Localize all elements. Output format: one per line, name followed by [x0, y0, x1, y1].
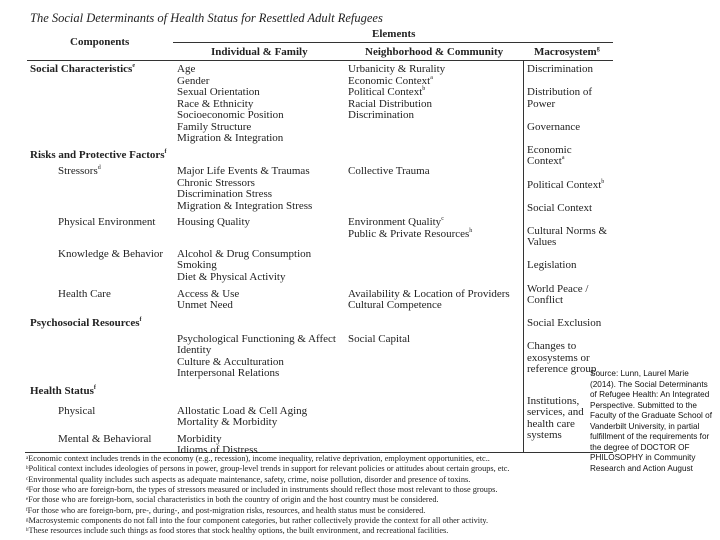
macrosystem-item-text: Social Context — [527, 202, 593, 214]
subcomponent-label — [58, 288, 111, 300]
individual-family-item — [177, 367, 279, 379]
individual-family-item — [177, 271, 285, 283]
footnote-marker: e — [132, 63, 136, 69]
macrosystem-item-text: Cultural Norms & — [527, 225, 608, 237]
component-label-text: Risks and Protective Factors — [30, 149, 165, 161]
subcomponent-label-text: Physical Environment — [58, 216, 156, 228]
elements-rule — [173, 42, 613, 43]
macrosystem-item-text: Social Exclusion — [527, 317, 602, 329]
individual-family-item-text: Diet & Physical Activity — [177, 271, 286, 283]
individual-family-item-text: Socioeconomic Position — [177, 109, 284, 121]
macrosystem-item — [527, 340, 576, 352]
footnote — [26, 506, 425, 516]
macrosystem-item-text: Discrimination — [527, 63, 593, 75]
header-neighborhood-community: Neighborhood & Community — [365, 46, 504, 58]
individual-family-item — [177, 299, 233, 311]
macrosystem-item-text: services, and — [527, 406, 584, 418]
individual-family-item-text: Sexual Orientation — [177, 86, 260, 98]
footnote-marker: f — [139, 317, 142, 323]
macrosystem-item — [527, 363, 596, 375]
footnote-marker: a — [561, 155, 565, 161]
macrosystem-item — [527, 86, 592, 98]
neighborhood-community-item-text: Discrimination — [348, 109, 414, 121]
macrosystem-item-text: Governance — [527, 121, 581, 133]
subcomponent-label-text: Knowledge & Behavior — [58, 248, 164, 260]
individual-family-item-text: Family Structure — [177, 121, 252, 133]
subcomponent-label — [58, 165, 101, 177]
footnote-marker: a — [26, 456, 29, 461]
bottom-rule — [25, 452, 613, 453]
neighborhood-community-item-text: Collective Trauma — [348, 165, 430, 177]
individual-family-item — [177, 132, 283, 144]
footnote-marker: b — [601, 179, 605, 185]
individual-family-item-text: Gender — [177, 75, 210, 87]
footnote-marker: e — [26, 497, 29, 503]
header-components: Components — [70, 36, 130, 48]
footnote — [26, 454, 490, 464]
macrosystem-item-text: systems — [527, 429, 562, 441]
header-elements: Elements — [372, 28, 416, 40]
component-label — [30, 149, 167, 161]
macrosystem-item-text: exosystems or — [527, 352, 590, 364]
individual-family-item — [177, 86, 260, 98]
header-rule — [27, 60, 613, 61]
macrosystem-item — [527, 155, 565, 167]
footnote-text: These resources include such things as food stores that stock healthy options, the built environment, and recreational facilities. — [28, 526, 449, 536]
footnote-marker: b — [422, 86, 426, 92]
individual-family-item — [177, 63, 195, 75]
individual-family-item — [177, 416, 277, 428]
table-title: The Social Determinants of Health Status for Resettled Adult Refugees — [30, 11, 383, 25]
component-label — [30, 63, 135, 75]
individual-family-item-text: Race & Ethnicity — [177, 98, 254, 110]
subcomponent-label-text: Mental & Behavioral — [58, 433, 152, 445]
subcomponent-label-text: Physical — [58, 405, 96, 417]
individual-family-item-text: Smoking — [177, 259, 217, 271]
individual-family-item-text: Alcohol & Drug Consumption — [177, 248, 312, 260]
individual-family-item-text: Housing Quality — [177, 216, 251, 228]
macrosystem-item — [527, 429, 562, 441]
individual-family-item — [177, 259, 217, 271]
neighborhood-community-item — [348, 333, 410, 345]
footnote-marker: c — [26, 476, 29, 482]
footnote — [26, 485, 497, 495]
neighborhood-community-item-text: Political Context — [348, 86, 423, 98]
macrosystem-item — [527, 236, 556, 248]
individual-family-item-text: Idioms of Distress — [177, 444, 258, 456]
footnote-text: For those who are foreign-born, social characteristics in both the country of origin and the host country must be considered. — [28, 495, 439, 505]
individual-family-item-text: Access & Use — [177, 288, 240, 300]
macrosystem-item-text: Distribution of — [527, 86, 593, 98]
neighborhood-community-item — [348, 228, 472, 240]
individual-family-item — [177, 200, 312, 212]
footnote — [26, 464, 510, 474]
individual-family-item — [177, 188, 272, 200]
neighborhood-community-item-text: Environment Quality — [348, 216, 442, 228]
individual-family-item-text: Discrimination Stress — [177, 188, 273, 200]
individual-family-item-text: Mortality & Morbidity — [177, 416, 278, 428]
footnote-marker: d — [97, 165, 101, 171]
footnote-marker: h — [469, 228, 473, 234]
individual-family-item — [177, 165, 310, 177]
individual-family-item — [177, 109, 284, 121]
individual-family-item — [177, 216, 250, 228]
macrosystem-item — [527, 121, 580, 133]
component-label-text: Psychosocial Resources — [30, 317, 140, 329]
macrosystem-item — [527, 259, 577, 271]
individual-family-item-text: Migration & Integration — [177, 132, 284, 144]
footnote-marker: b — [26, 466, 29, 472]
subcomponent-label-text: Stressors — [58, 165, 98, 177]
macrosystem-item-text: Conflict — [527, 294, 564, 306]
footnote-marker: f — [164, 149, 167, 155]
neighborhood-community-item — [348, 86, 425, 98]
individual-family-item-text: Culture & Acculturation — [177, 356, 284, 368]
footnote-text: Macrosystemic components do not fall into the four component categories, but rather collectively provide the context for all other activity. — [28, 515, 489, 525]
footnote-text: Environmental quality includes such aspects as adequate maintenance, safety, crime, noise pollution, disorder and presence of toxins. — [28, 474, 471, 484]
individual-family-item-text: Major Life Events & Traumas — [177, 165, 310, 177]
macrosystem-item-text: Legislation — [527, 259, 577, 271]
footnote-marker: h — [26, 528, 29, 534]
macrosystem-item-text: Economic — [527, 144, 572, 156]
footnote-text: For those who are foreign-born, the types of stressors measured or included in instruments should reflect those most relevant to those groups. — [28, 484, 498, 494]
macrosystem-item-text: Political Context — [527, 179, 602, 191]
subcomponent-label-text: Health Care — [58, 288, 111, 300]
footnote — [26, 516, 488, 526]
neighborhood-community-item-text: Availability & Location of Providers — [348, 288, 510, 300]
footnote — [26, 475, 470, 485]
subcomponent-label — [58, 433, 151, 445]
neighborhood-community-item-text: Public & Private Resources — [348, 228, 470, 240]
macrosystem-item-text: Context — [527, 155, 562, 167]
macrosystem-item-text: reference group — [527, 363, 597, 375]
neighborhood-community-item-text: Social Capital — [348, 333, 411, 345]
macrosystem-item-text: health care — [527, 418, 575, 430]
footnote-marker: f — [93, 385, 96, 391]
footnote-marker: d — [26, 486, 29, 492]
neighborhood-community-item-text: Economic Context — [348, 75, 431, 87]
individual-family-item — [177, 344, 211, 356]
macrosystem-item-text: Power — [527, 98, 556, 110]
macrosystem-item — [527, 406, 584, 418]
neighborhood-community-item — [348, 216, 444, 228]
footnote-marker: c — [441, 216, 444, 222]
component-label — [30, 385, 96, 397]
macrosystem-item — [527, 202, 592, 214]
macrosystem-item — [527, 98, 555, 110]
subcomponent-label — [58, 248, 163, 260]
footnote-text: Political context includes ideologies of persons in power, group-level trends in support for relevant policies or attitudes about certain groups, etc. — [28, 464, 510, 474]
subcomponent-label — [58, 216, 155, 228]
component-label-text: Health Status — [30, 385, 94, 397]
footnote — [26, 495, 439, 505]
header-macrosystem — [534, 46, 600, 58]
footnote-text: Economic context includes trends in the economy (e.g., recession), income inequality, relative deprivation, employment opportunities, etc.. — [28, 454, 490, 463]
individual-family-item-text: Migration & Integration Stress — [177, 200, 313, 212]
macrosystem-item — [527, 294, 563, 306]
individual-family-item-text: Chronic Stressors — [177, 177, 255, 189]
footnote-marker: f — [26, 507, 28, 513]
neighborhood-community-item-text: Racial Distribution — [348, 98, 433, 110]
macrosystem-item-text: Values — [527, 236, 557, 248]
individual-family-item-text: Morbidity — [177, 433, 222, 445]
individual-family-item-text: Identity — [177, 344, 212, 356]
subcomponent-label — [58, 405, 95, 417]
individual-family-item-text: Allostatic Load & Cell Aging — [177, 405, 308, 417]
footnote-marker: g — [596, 46, 600, 52]
neighborhood-community-item — [348, 63, 445, 75]
neighborhood-community-item-text: Urbanicity & Rurality — [348, 63, 446, 75]
source-citation: Source: Lunn, Laurel Marie (2014). The Social Determinants of Refugee Health: An Integrated Perspective. Submitted to the Faculty of the Graduate School of Vanderbilt University, in partial fulfillment of the requirements for the degree of DOCTOR OF PHILOSOPHY in Community Research and Action August — [590, 369, 712, 473]
individual-family-item-text: Unmet Need — [177, 299, 233, 311]
individual-family-item-text: Psychological Functioning & Affect — [177, 333, 336, 345]
macrosystem-item-text: World Peace / — [527, 283, 589, 295]
macrosystem-item — [527, 317, 601, 329]
header-macrosystem-label: Macrosystem — [534, 46, 597, 58]
macrosystem-item — [527, 63, 593, 75]
macrosystem-divider — [523, 60, 524, 452]
footnote-marker: a — [430, 75, 433, 81]
header-individual-family: Individual & Family — [211, 46, 308, 58]
component-label — [30, 317, 141, 329]
footnote — [26, 526, 448, 536]
neighborhood-community-item — [348, 165, 430, 177]
component-label-text: Social Characteristics — [30, 63, 133, 75]
footnote-marker: g — [26, 517, 29, 523]
macrosystem-item — [527, 179, 604, 191]
neighborhood-community-item-text: Cultural Competence — [348, 299, 442, 311]
neighborhood-community-item — [348, 109, 414, 121]
individual-family-item-text: Interpersonal Relations — [177, 367, 280, 379]
footnote-text: For those who are foreign-born, pre-, during-, and post-migration risks, resources, and health status must be considered. — [27, 505, 426, 515]
neighborhood-community-item — [348, 299, 442, 311]
macrosystem-item-text: Institutions, — [527, 395, 580, 407]
macrosystem-item-text: Changes to — [527, 340, 577, 352]
individual-family-item-text: Age — [177, 63, 196, 75]
